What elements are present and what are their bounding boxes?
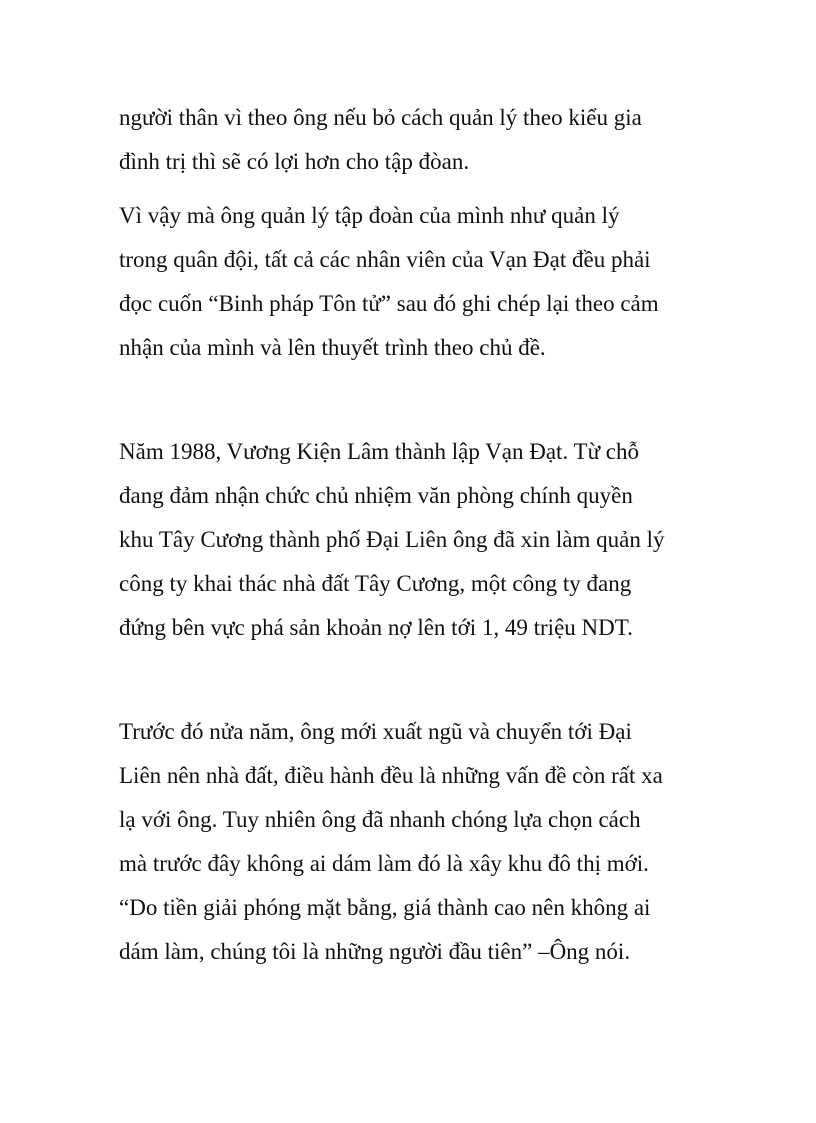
paragraph-4-line-6: dám làm, chúng tôi là những người đầu tiên” –Ông nói.: [119, 939, 631, 964]
paragraph-3-line-5: đứng bên vực phá sản khoản nợ lên tới 1, 49 triệu NDT.: [119, 615, 633, 640]
paragraph-4-line-4: mà trước đây không ai dám làm đó là xây khu đô thị mới.: [119, 851, 649, 876]
paragraph-1-line-2: đình trị thì sẽ có lợi hơn cho tập đòan.: [119, 149, 470, 174]
paragraph-4-line-2: Liên nên nhà đất, điều hành đều là những vấn đề còn rất xa: [119, 763, 663, 788]
paragraph-4-line-3: lạ với ông. Tuy nhiên ông đã nhanh chóng lựa chọn cách: [119, 807, 641, 832]
paragraph-4-line-1: Trước đó nửa năm, ông mới xuất ngũ và chuyển tới Đại: [119, 719, 632, 744]
paragraph-3-line-1: Năm 1988, Vương Kiện Lâm thành lập Vạn Đạt. Từ chỗ: [119, 439, 640, 464]
paragraph-3-line-2: đang đảm nhận chức chủ nhiệm văn phòng chính quyền: [119, 483, 633, 508]
paragraph-1-line-1: người thân vì theo ông nếu bỏ cách quản lý theo kiểu gia: [119, 105, 642, 130]
paragraph-2-line-2: trong quân đội, tất cả các nhân viên của Vạn Đạt đều phải: [119, 247, 651, 272]
paragraph-2-line-3: đọc cuốn “Binh pháp Tôn tử” sau đó ghi chép lại theo cảm: [119, 291, 659, 316]
paragraph-4-line-5: “Do tiền giải phóng mặt bằng, giá thành cao nên không ai: [119, 895, 651, 920]
paragraph-3-line-3: khu Tây Cương thành phố Đại Liên ông đã xin làm quản lý: [119, 527, 665, 552]
paragraph-2-line-1: Vì vậy mà ông quản lý tập đoàn của mình như quản lý: [119, 203, 620, 228]
paragraph-3-line-4: công ty khai thác nhà đất Tây Cương, một công ty đang: [119, 571, 632, 596]
paragraph-2-line-4: nhận của mình và lên thuyết trình theo chủ đề.: [119, 335, 546, 360]
